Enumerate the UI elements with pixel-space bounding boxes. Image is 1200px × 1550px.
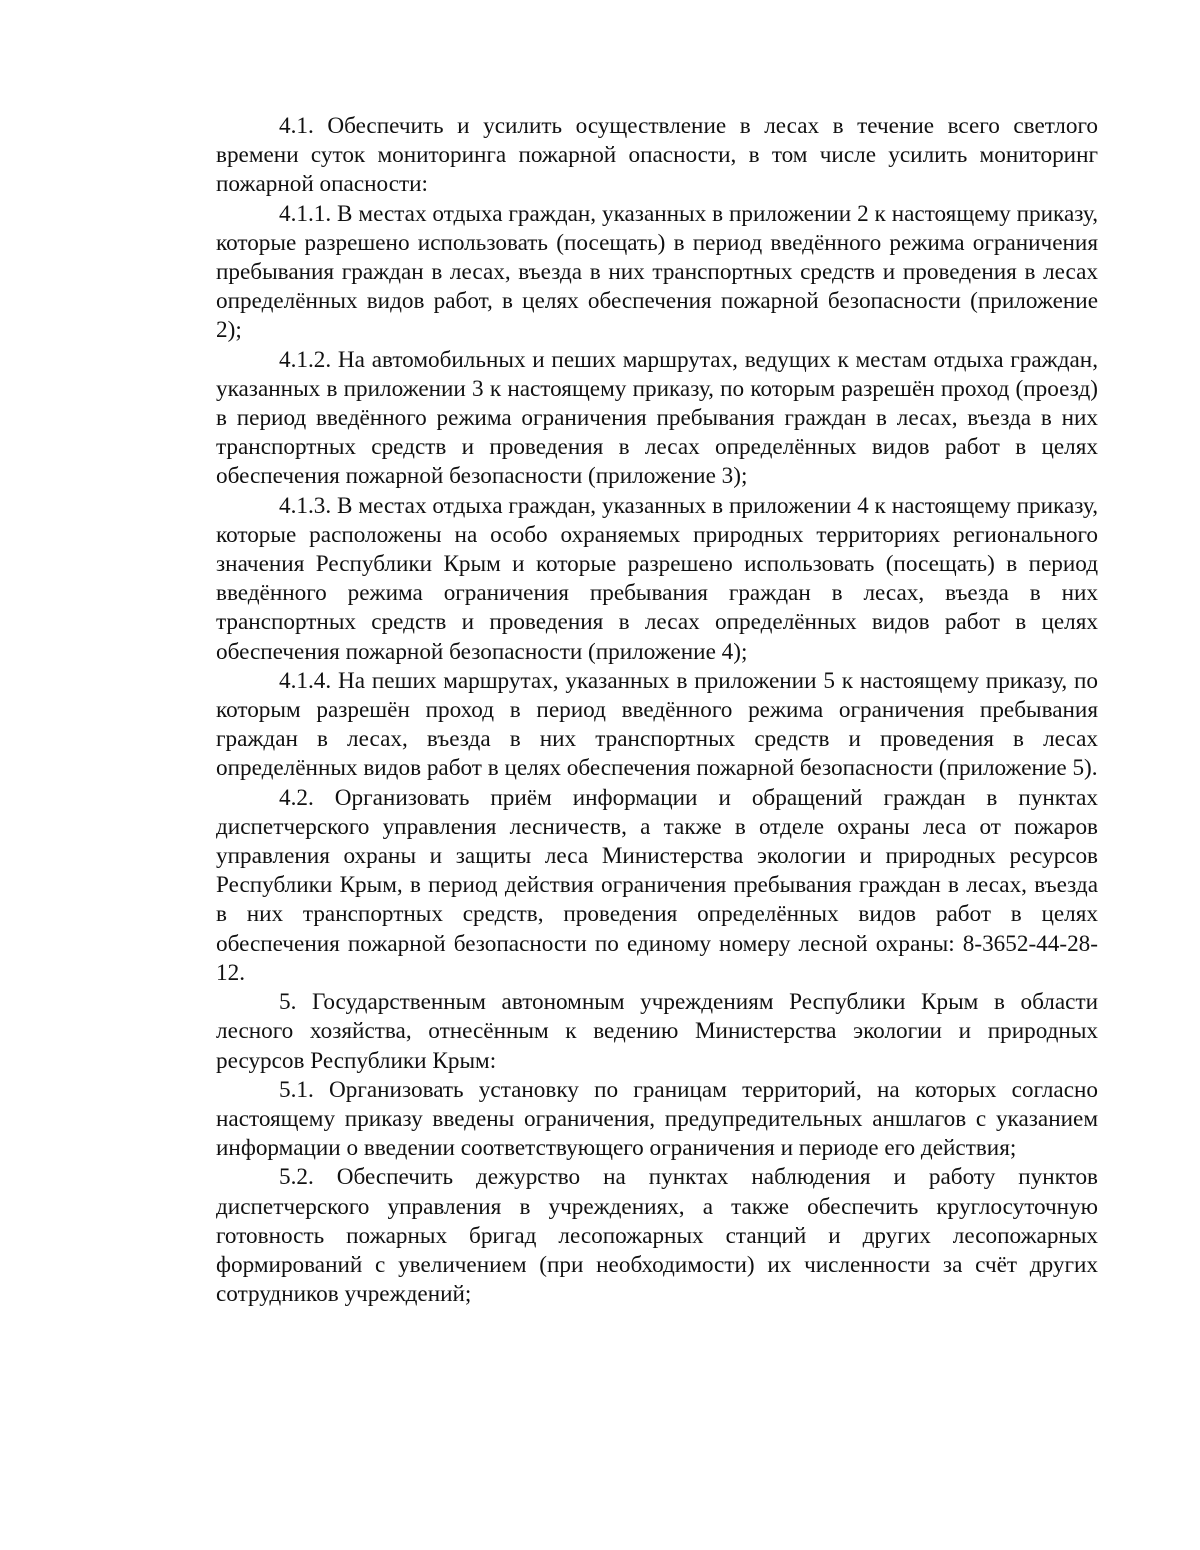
paragraph-5-2: 5.2. Обеспечить дежурство на пунктах наблюдения и работу пунктов диспетчерского управления в учреждениях, а также обеспечить круглосуточную готовность пожарных бригад лесопожарных станций и других лесопожарных формирований с увеличением (при необходимости) их численности за счёт других сотрудников учреждений; [216,1164,1098,1308]
paragraph-5: 5. Государственным автономным учреждениям Республики Крым в области лесного хозяйства, отнесённым к ведению Министерства экологии и природных ресурсов Республики Крым: [216,989,1098,1074]
document-page [216,112,1098,1309]
paragraph-4-1-3: 4.1.3. В местах отдыха граждан, указанных в приложении 4 к настоящему приказу, которые расположены на особо охраняемых природных территориях регионального значения Республики Крым и которые разрешено использовать (посещать) в период введённого режима ограничения пребывания граждан в лесах, въезда в них транспортных средств и проведения в лесах определённых видов работ в целях обеспечения пожарной безопасности (приложение 4); [216,492,1098,665]
paragraph-4-2: 4.2. Организовать приём информации и обращений граждан в пунктах диспетчерского управления лесничеств, а также в отделе охраны леса от пожаров управления охраны и защиты леса Министерства экологии и природных ресурсов Республики Крым, в период действия ограничения пребывания граждан в лесах, въезда в них транспортных средств, проведения определённых видов работ в целях обеспечения пожарной безопасности по единому номеру лесной охраны: 8-3652-44-28-12. [216,784,1098,986]
paragraph-4-1: 4.1. Обеспечить и усилить осуществление в лесах в течение всего светлого времени суток мониторинга пожарной опасности, в том числе усилить мониторинг пожарной опасности: [216,113,1098,198]
paragraph-4-1-2: 4.1.2. На автомобильных и пеших маршрутах, ведущих к местам отдыха граждан, указанных в приложении 3 к настоящему приказу, по которым разрешён проход (проезд) в период введённого режима ограничения пребывания граждан в лесах, въезда в них транспортных средств и проведения в лесах определённых видов работ в целях обеспечения пожарной безопасности (приложение 3); [216,346,1098,490]
paragraph-4-1-1: 4.1.1. В местах отдыха граждан, указанных в приложении 2 к настоящему приказу, которые разрешено использовать (посещать) в период введённого режима ограничения пребывания граждан в лесах, въезда в них транспортных средств и проведения в лесах определённых видов работ, в целях обеспечения пожарной безопасности (приложение 2); [216,200,1098,344]
paragraph-5-1: 5.1. Организовать установку по границам территорий, на которых согласно настоящему приказу введены ограничения, предупредительных аншлагов с указанием информации о введении соответствующего ограничения и периоде его действия; [216,1076,1098,1162]
paragraph-4-1-4: 4.1.4. На пеших маршрутах, указанных в приложении 5 к настоящему приказу, по которым разрешён проход в период введённого режима ограничения пребывания граждан в лесах, въезда в них транспортных средств и проведения в лесах определённых видов работ в целях обеспечения пожарной безопасности (приложение 5). [216,667,1098,782]
